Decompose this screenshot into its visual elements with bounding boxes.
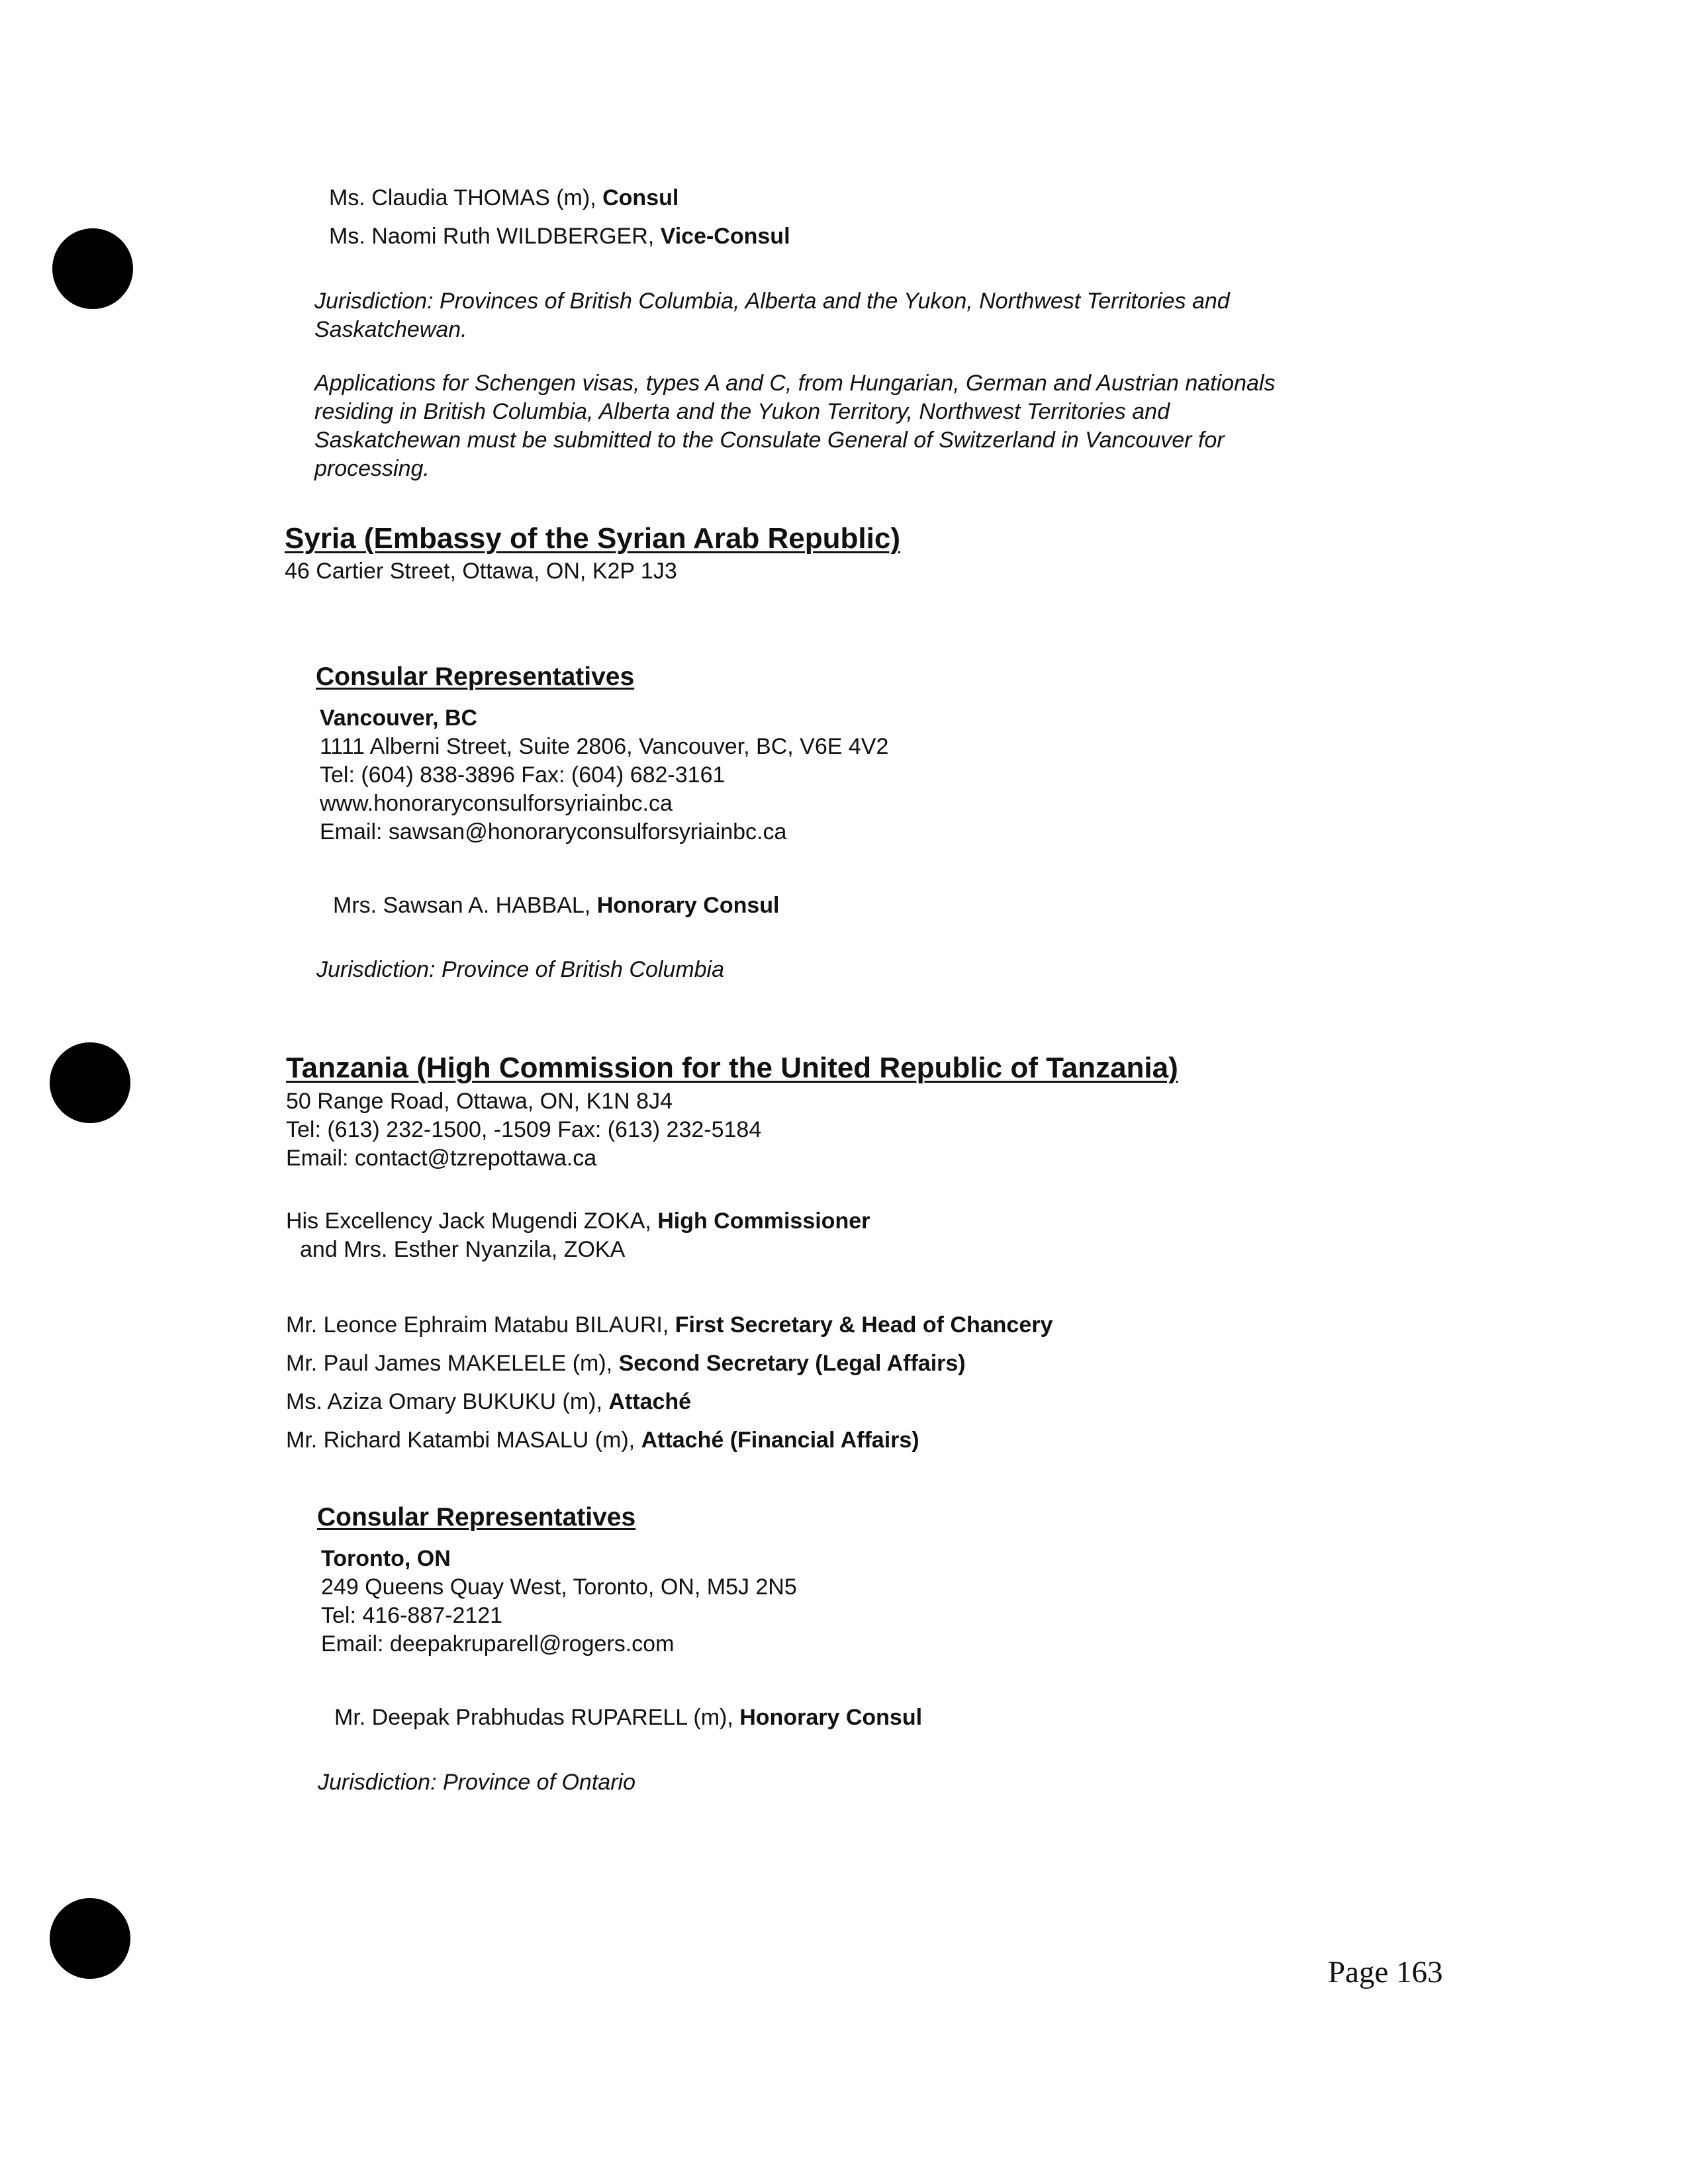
office-address: 1111 Alberni Street, Suite 2806, Vancouver, BC, V6E 4V2 [320, 734, 889, 759]
spouse-line: and Mrs. Esther Nyanzila, ZOKA [300, 1237, 626, 1262]
staff-title: Honorary Consul [739, 1705, 923, 1730]
jurisdiction-text: Jurisdiction: Provinces of British Columbia, Alberta and the Yukon, Northwest Territories and [314, 289, 1230, 314]
staff-entry [329, 225, 790, 248]
staff-entry [333, 894, 780, 917]
office-phone: Tel: 416-887-2121 [321, 1603, 503, 1628]
office-address: 249 Queens Quay West, Toronto, ON, M5J 2N5 [321, 1574, 797, 1600]
office-city: Toronto, ON [321, 1546, 451, 1571]
staff-entry [286, 1352, 966, 1375]
staff-name: Mr. Paul James MAKELELE (m), [286, 1351, 619, 1376]
consular-heading: Consular Representatives [317, 1503, 636, 1531]
staff-name: Ms. Naomi Ruth WILDBERGER, [329, 224, 661, 249]
binder-hole [50, 1898, 130, 1979]
head-of-mission [286, 1210, 870, 1232]
staff-entry [286, 1390, 691, 1413]
staff-title: Attaché (Financial Affairs) [641, 1428, 919, 1453]
visa-note: Applications for Schengen visas, types A and C, from Hungarian, German and Austrian nationals [314, 371, 1276, 396]
staff-title: Second Secretary (Legal Affairs) [618, 1351, 966, 1376]
staff-entry [286, 1429, 919, 1451]
embassy-phone: Tel: (613) 232-1500, -1509 Fax: (613) 232-5184 [286, 1117, 762, 1142]
embassy-address: 46 Cartier Street, Ottawa, ON, K2P 1J3 [285, 559, 677, 584]
country-heading: Tanzania (High Commission for the United Republic of Tanzania) [286, 1052, 1178, 1084]
staff-name: Ms. Aziza Omary BUKUKU (m), [286, 1389, 609, 1414]
office-email: Email: deepakruparell@rogers.com [321, 1631, 675, 1657]
office-city: Vancouver, BC [320, 705, 478, 731]
staff-title: Vice-Consul [660, 224, 790, 249]
visa-note: processing. [314, 456, 430, 481]
staff-title: First Secretary & Head of Chancery [675, 1312, 1053, 1338]
staff-title: Honorary Consul [596, 893, 780, 918]
country-heading: Syria (Embassy of the Syrian Arab Republic) [285, 522, 900, 555]
consular-heading: Consular Representatives [316, 662, 635, 691]
office-phone: Tel: (604) 838-3896 Fax: (604) 682-3161 [320, 762, 726, 788]
staff-name: Mr. Leonce Ephraim Matabu BILAURI, [286, 1312, 675, 1338]
staff-entry [329, 187, 679, 209]
office-website: www.honoraryconsulforsyriainbc.ca [320, 791, 673, 816]
jurisdiction-text: Jurisdiction: Province of British Columbia [316, 957, 725, 982]
jurisdiction-text: Saskatchewan. [314, 317, 467, 342]
staff-title: High Commissioner [657, 1208, 870, 1234]
office-email: Email: sawsan@honoraryconsulforsyriainbc.ca [320, 819, 787, 844]
embassy-email: Email: contact@tzrepottawa.ca [286, 1146, 597, 1171]
visa-note: Saskatchewan must be submitted to the Consulate General of Switzerland in Vancouver for [314, 428, 1225, 453]
staff-name: Mr. Deepak Prabhudas RUPARELL (m), [334, 1705, 740, 1730]
binder-hole [50, 1042, 130, 1123]
staff-entry [334, 1706, 922, 1729]
staff-name: Mrs. Sawsan A. HABBAL, [333, 893, 597, 918]
embassy-address: 50 Range Road, Ottawa, ON, K1N 8J4 [286, 1089, 673, 1114]
staff-name: His Excellency Jack Mugendi ZOKA, [286, 1208, 658, 1234]
staff-name: Ms. Claudia THOMAS (m), [329, 185, 603, 210]
jurisdiction-text: Jurisdiction: Province of Ontario [318, 1770, 635, 1795]
staff-title: Attaché [608, 1389, 692, 1414]
staff-entry [286, 1314, 1053, 1336]
binder-hole [52, 228, 133, 309]
staff-title: Consul [602, 185, 679, 210]
page-number: Page 163 [1328, 1955, 1443, 1989]
staff-name: Mr. Richard Katambi MASALU (m), [286, 1428, 641, 1453]
visa-note: residing in British Columbia, Alberta and the Yukon Territory, Northwest Territories and [314, 399, 1170, 424]
